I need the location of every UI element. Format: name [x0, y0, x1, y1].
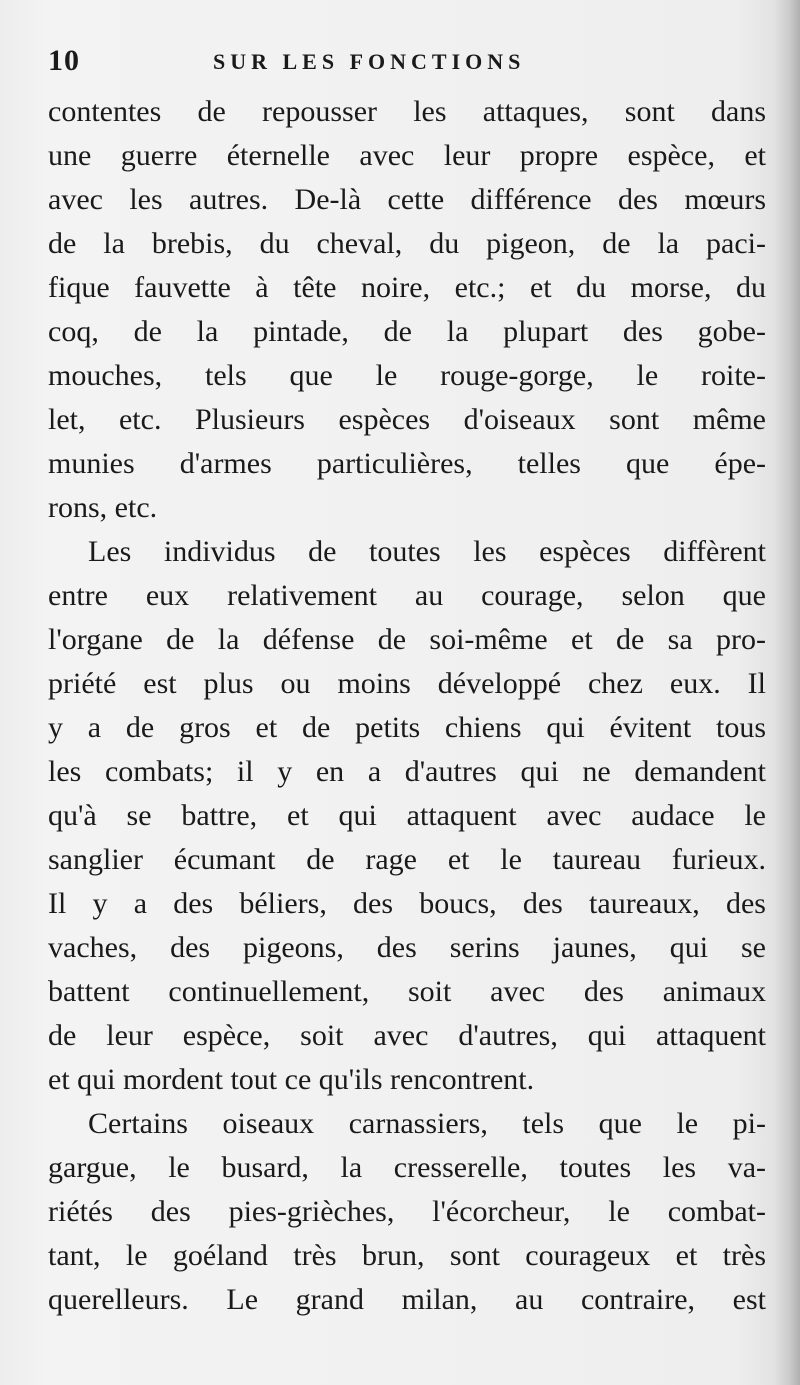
page-number: 10	[48, 44, 80, 77]
text-line: sanglier écumant de rage et le taureau furieux.	[48, 843, 766, 876]
text-line: une guerre éternelle avec leur propre espèce, et	[48, 139, 766, 172]
running-title: SUR LES FONCTIONS	[213, 49, 526, 74]
text-line: coq, de la pintade, de la plupart des gobe-	[48, 315, 766, 348]
text-line: entre eux relativement au courage, selon que	[48, 579, 766, 612]
text-line: mouches, tels que le rouge-gorge, le roite-	[48, 359, 766, 392]
text-line: qu'à se battre, et qui attaquent avec audace le	[48, 799, 766, 832]
running-head	[48, 44, 758, 78]
text-line: les combats; il y en a d'autres qui ne demandent	[48, 755, 766, 788]
text-line: de la brebis, du cheval, du pigeon, de la paci-	[48, 227, 766, 260]
paragraph-start-line: Certains oiseaux carnassiers, tels que le pi-	[88, 1107, 766, 1140]
text-line: contentes de repousser les attaques, sont dans	[48, 95, 766, 128]
text-line: priété est plus ou moins développé chez eux. Il	[48, 667, 766, 700]
body-text	[48, 90, 766, 1322]
text-line: munies d'armes particulières, telles que épe-	[48, 447, 766, 480]
text-line: battent continuellement, soit avec des animaux	[48, 975, 766, 1008]
text-line: let, etc. Plusieurs espèces d'oiseaux sont même	[48, 403, 766, 436]
text-line: y a de gros et de petits chiens qui évitent tous	[48, 711, 766, 744]
paragraph-end-line: et qui mordent tout ce qu'ils rencontrent.	[48, 1063, 535, 1096]
text-line: querelleurs. Le grand milan, au contraire, est	[48, 1283, 766, 1316]
text-line: de leur espèce, soit avec d'autres, qui attaquent	[48, 1019, 766, 1052]
text-line: riétés des pies-grièches, l'écorcheur, le combat-	[48, 1195, 766, 1228]
text-line: vaches, des pigeons, des serins jaunes, qui se	[48, 931, 766, 964]
text-line: gargue, le busard, la cresserelle, toutes les va-	[48, 1151, 766, 1184]
text-line: l'organe de la défense de soi-même et de sa pro-	[48, 623, 766, 656]
text-line: fique fauvette à tête noire, etc.; et du morse, du	[48, 271, 766, 304]
text-line: Il y a des béliers, des boucs, des taureaux, des	[48, 887, 766, 920]
paragraph-end-line: rons, etc.	[48, 491, 158, 524]
paragraph-start-line: Les individus de toutes les espèces diffèrent	[88, 535, 766, 568]
text-line: avec les autres. De-là cette différence des mœurs	[48, 183, 766, 216]
text-line: tant, le goéland très brun, sont courageux et très	[48, 1239, 766, 1272]
